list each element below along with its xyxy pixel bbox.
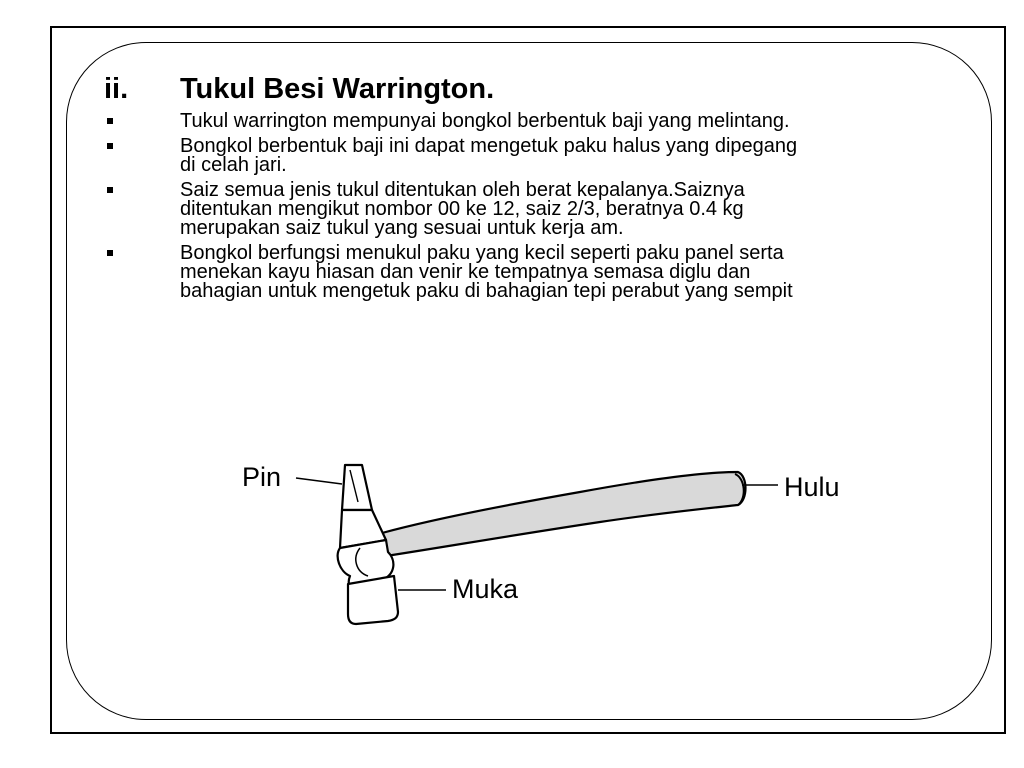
bullet-line: Bongkol berfungsi menukul paku yang kecil seperti paku panel serta [180,242,784,264]
bullet-item [104,244,984,301]
hammer-face [348,576,398,624]
bullet-line: menekan kayu hiasan dan venir ke tempatnya semasa diglu dan [180,261,751,283]
square-bullet-icon [107,250,113,256]
square-bullet-icon [107,143,113,149]
square-bullet-icon [107,187,113,193]
warrington-hammer-icon [230,448,870,648]
bullet-line: di celah jari. [180,154,287,176]
bullet-line: Saiz semua jenis tukul ditentukan oleh berat kepalanya.Saiznya [180,179,745,201]
heading-number: ii. [104,73,129,105]
hammer-handle [382,472,746,556]
pin-leader-line [296,478,342,484]
heading-title: Tukul Besi Warrington. [180,73,495,105]
bullet-item [104,137,984,175]
bullet-line: merupakan saiz tukul yang sesuai untuk kerja am. [180,217,624,239]
bullet-list [104,112,984,307]
bullet-item [104,112,984,131]
pin-label: Pin [242,462,282,492]
muka-label: Muka [452,574,519,604]
bullet-line: bahagian untuk mengetuk paku di bahagian tepi perabut yang sempit [180,280,793,302]
hammer-figure [230,448,870,648]
bullet-line: Tukul warrington mempunyai bongkol berbentuk baji yang melintang. [180,110,790,132]
bullet-item [104,181,984,238]
hammer-cross-pein [342,465,372,510]
bullet-line: ditentukan mengikut nombor 00 ke 12, saiz 2/3, beratnya 0.4 kg [180,198,744,220]
bullet-line: Bongkol berbentuk baji ini dapat mengetuk paku halus yang dipegang [180,135,798,157]
hulu-label: Hulu [784,472,840,502]
square-bullet-icon [107,118,113,124]
